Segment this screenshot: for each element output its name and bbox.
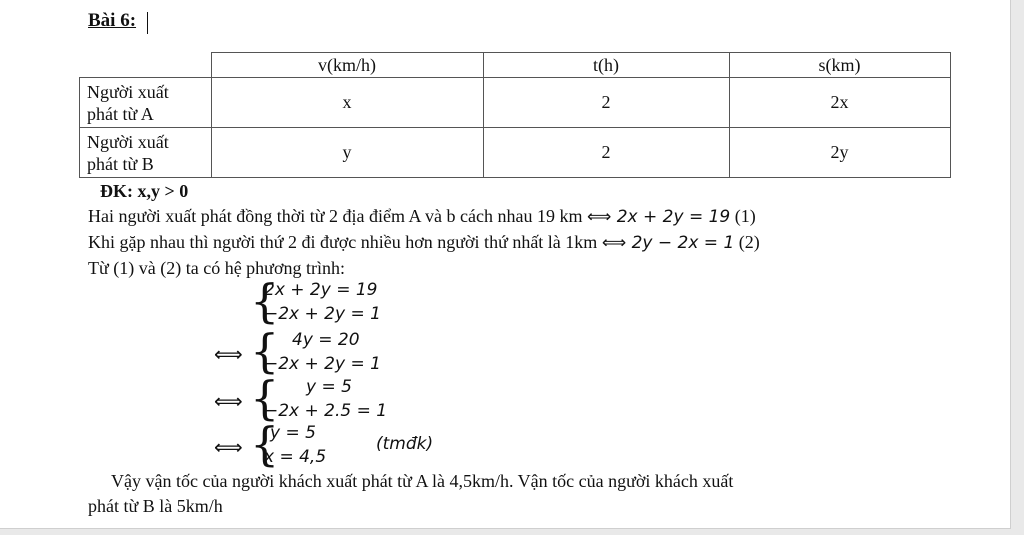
table-header-row xyxy=(80,53,951,78)
table-cell: 2x xyxy=(729,78,950,128)
brace-icon: { xyxy=(250,274,280,328)
equation: 2x + 2y = 19 xyxy=(264,280,378,300)
table-row xyxy=(80,128,951,178)
row-label-line: phát từ A xyxy=(87,103,154,124)
table-header-cell xyxy=(80,53,212,78)
condition-text: ĐK: x,y > 0 xyxy=(100,181,189,201)
equivalence-symbol: ⟺ xyxy=(214,435,243,459)
table-header-cell: t(h) xyxy=(483,53,729,78)
equivalence-symbol: ⟺ xyxy=(214,389,243,413)
row-label-line: phát từ B xyxy=(87,153,154,174)
equation: −2x + 2.5 = 1 xyxy=(264,401,388,421)
conclusion-line: phát từ B là 5km/h xyxy=(88,496,223,516)
row-label-line: Người xuất xyxy=(87,131,169,152)
brace-icon: { xyxy=(250,417,280,471)
equation: 4y = 20 xyxy=(292,330,360,350)
equation: −2x + 2y = 1 xyxy=(264,354,381,374)
table-cell: x xyxy=(211,78,483,128)
table-row-label xyxy=(80,78,212,128)
table-row-label xyxy=(80,128,212,178)
table-header-cell: v(km/h) xyxy=(211,53,483,78)
text-cursor xyxy=(147,12,148,34)
equation-system xyxy=(214,417,474,471)
table-cell: 2 xyxy=(483,128,729,178)
equation: −2x + 2y = 1 xyxy=(264,304,381,324)
table-header-cell: s(km) xyxy=(729,53,950,78)
row-label-line: Người xuất xyxy=(87,81,169,102)
brace-icon: { xyxy=(250,324,280,378)
table-row xyxy=(80,78,951,128)
statement-line xyxy=(88,232,760,253)
exercise-heading: Bài 6: xyxy=(88,10,137,31)
equation: y = 5 xyxy=(306,377,352,397)
condition-note: (tmđk) xyxy=(376,434,434,454)
statement-line xyxy=(88,206,756,227)
conclusion-line: Vậy vận tốc của người khách xuất phát từ A là 4,5km/h. Vận tốc của người khách xuất xyxy=(111,471,734,491)
equation-tag: (2) xyxy=(738,232,760,252)
table-cell: y xyxy=(211,128,483,178)
statement-text: Hai người xuất phát đồng thời từ 2 địa điểm A và b cách nhau 19 km xyxy=(88,206,583,226)
statement-line: Từ (1) và (2) ta có hệ phương trình: xyxy=(88,258,345,278)
equation-tag: (1) xyxy=(734,206,756,226)
equation-system xyxy=(214,274,454,328)
equation: y = 5 xyxy=(270,423,316,443)
statement-text: Khi gặp nhau thì người thứ 2 đi được nhiều hơn người thứ nhất là 1km xyxy=(88,232,598,252)
data-table xyxy=(79,52,951,178)
equivalence-symbol: ⟺ xyxy=(214,342,243,366)
equation: x = 4,5 xyxy=(264,447,327,467)
equation: ⟺ 2y − 2x = 1 xyxy=(601,233,735,253)
table-cell: 2 xyxy=(483,78,729,128)
equation: ⟺ 2x + 2y = 19 xyxy=(586,207,731,227)
table-cell: 2y xyxy=(729,128,950,178)
brace-icon: { xyxy=(250,371,280,425)
